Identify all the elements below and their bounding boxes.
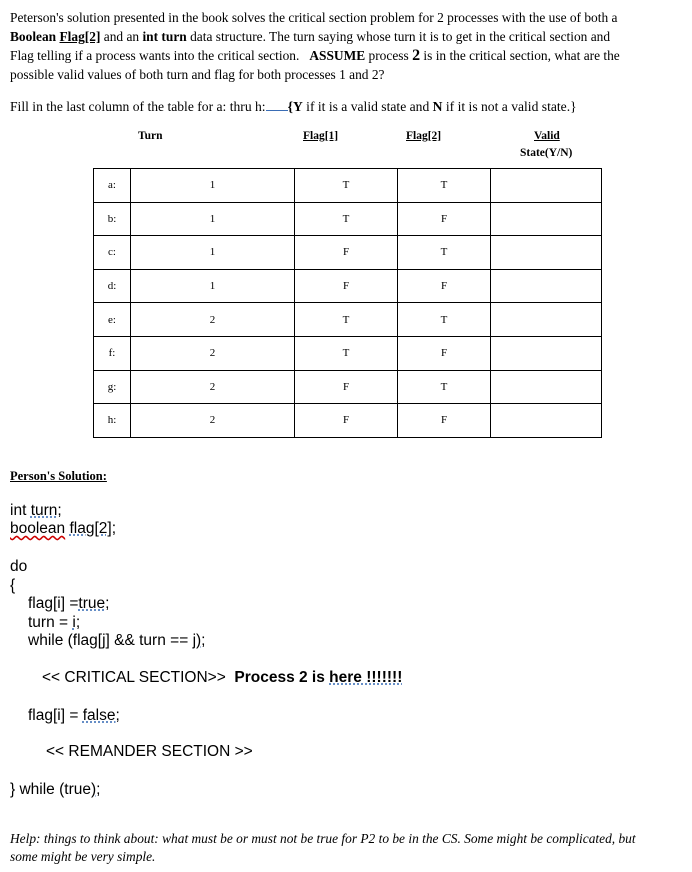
code-line-while xyxy=(28,632,205,650)
flag2-cell: T xyxy=(398,303,491,337)
col-header-flag1: Flag[1] xyxy=(303,130,339,142)
code-flag-array: flag[2] xyxy=(69,520,112,537)
fill-text-4: if it is not a valid state.} xyxy=(442,99,577,114)
code-false: false; xyxy=(82,707,120,724)
row-label: f: xyxy=(94,336,131,370)
turn-cell: 1 xyxy=(131,236,295,270)
turn-cell: 1 xyxy=(131,202,295,236)
code-line-critical xyxy=(42,669,402,687)
fill-y: Y xyxy=(292,99,303,114)
fill-text-1: Fill in the last column of the table for a: thru h: xyxy=(10,99,266,114)
intro-line-4: possible valid values of both turn and flag for both processes 1 and 2? xyxy=(10,67,385,82)
code-flag-i-2: flag[i] = xyxy=(28,707,83,724)
code-line-open-brace: { xyxy=(10,577,16,594)
row-label: c: xyxy=(94,236,131,270)
valid-state-cell[interactable] xyxy=(491,336,602,370)
flag1-cell: T xyxy=(295,202,398,236)
col-header-valid: Valid xyxy=(534,130,560,142)
problem-statement xyxy=(10,8,688,84)
intro-line-3-rest: is in the critical section, what are the xyxy=(423,48,620,63)
intro-line-3 xyxy=(10,46,688,65)
code-line-flag-false xyxy=(28,707,120,725)
code-int: int xyxy=(10,502,31,519)
turn-cell: 1 xyxy=(131,169,295,203)
code-turn-assign: turn = xyxy=(28,614,73,631)
flag1-cell: F xyxy=(295,269,398,303)
code-line-end-while xyxy=(10,781,100,799)
code-line-remainder: << REMANDER SECTION >> xyxy=(46,743,253,760)
intro-line-1: Peterson's solution presented in the book solves the critical section problem for 2 processes with the use of both a xyxy=(10,10,618,25)
row-label: g: xyxy=(94,370,131,404)
table-row xyxy=(94,404,602,438)
flag2-cell: F xyxy=(398,336,491,370)
table-row xyxy=(94,202,602,236)
code-semicolon: ; xyxy=(111,520,117,537)
flag1-cell: F xyxy=(295,370,398,404)
flag2-cell: T xyxy=(398,370,491,404)
table-row xyxy=(94,303,602,337)
row-label: h: xyxy=(94,404,131,438)
code-while: while (flag[j] && turn == xyxy=(28,632,193,649)
intro-process-2: 2 xyxy=(412,47,421,64)
intro-line-2-rest: data structure. The turn saying whose turn it is to get in the critical section and xyxy=(190,29,611,44)
flag2-cell: T xyxy=(398,236,491,270)
flag1-cell: F xyxy=(295,236,398,270)
fill-brace: { xyxy=(287,99,293,114)
code-turn: turn; xyxy=(30,502,62,519)
valid-state-cell[interactable] xyxy=(491,169,602,203)
code-here: here !!!!!!! xyxy=(329,669,403,686)
table-row xyxy=(94,169,602,203)
intro-line-2 xyxy=(10,27,688,46)
flag2-cell: F xyxy=(398,269,491,303)
turn-cell: 1 xyxy=(131,269,295,303)
flag2-cell: F xyxy=(398,404,491,438)
intro-boolean: Boolean xyxy=(10,29,57,44)
code-line-int-turn xyxy=(10,502,62,520)
flag2-cell: T xyxy=(398,169,491,203)
row-label: d: xyxy=(94,269,131,303)
col-header-valid-state: State(Y/N) xyxy=(520,147,573,159)
turn-cell: 2 xyxy=(131,303,295,337)
col-header-flag2: Flag[2] xyxy=(406,130,442,142)
intro-flag2: Flag[2] xyxy=(59,29,101,44)
code-line-turn-i xyxy=(28,614,80,632)
valid-state-cell[interactable] xyxy=(491,404,602,438)
valid-state-cell[interactable] xyxy=(491,236,602,270)
turn-cell: 2 xyxy=(131,404,295,438)
flag2-cell: F xyxy=(398,202,491,236)
code-critical-section: << CRITICAL SECTION>> xyxy=(42,669,235,686)
code-while-true: } while (true xyxy=(10,781,91,798)
valid-state-cell[interactable] xyxy=(491,269,602,303)
code-j: j); xyxy=(192,632,206,649)
fill-text-3: if it is a valid state and xyxy=(302,99,433,114)
code-process-2: Process 2 is xyxy=(234,669,330,686)
fill-blank xyxy=(266,98,288,111)
intro-process: process xyxy=(368,48,409,63)
turn-cell: 2 xyxy=(131,336,295,370)
valid-state-cell[interactable] xyxy=(491,202,602,236)
intro-assume: ASSUME xyxy=(309,48,366,63)
table-row xyxy=(94,336,602,370)
solution-heading: Person's Solution: xyxy=(10,469,107,483)
table-row xyxy=(94,236,602,270)
valid-state-cell[interactable] xyxy=(491,370,602,404)
fill-instruction xyxy=(10,98,577,115)
table-row xyxy=(94,370,602,404)
code-line-flag-true xyxy=(28,595,109,613)
intro-int-turn: int turn xyxy=(142,29,187,44)
state-table xyxy=(93,168,602,438)
flag1-cell: T xyxy=(295,336,398,370)
row-label: e: xyxy=(94,303,131,337)
turn-cell: 2 xyxy=(131,370,295,404)
intro-flag-telling: Flag telling if a process wants into the critical section. xyxy=(10,48,300,63)
intro-and: and an xyxy=(103,29,140,44)
flag1-cell: T xyxy=(295,303,398,337)
table-row xyxy=(94,269,602,303)
col-header-turn: Turn xyxy=(138,130,163,142)
flag1-cell: F xyxy=(295,404,398,438)
code-flag-i: flag[i] = xyxy=(28,595,79,612)
valid-state-cell[interactable] xyxy=(491,303,602,337)
code-line-boolean xyxy=(10,520,116,538)
help-note: Help: things to think about: what must be or must not be true for P2 to be in the CS. Some might be complicated, but some might be very simple. xyxy=(10,831,636,864)
code-i: i; xyxy=(72,614,81,631)
flag1-cell: T xyxy=(295,169,398,203)
code-true: true; xyxy=(78,595,110,612)
row-label: b: xyxy=(94,202,131,236)
code-boolean: boolean xyxy=(10,520,66,537)
code-end: ); xyxy=(90,781,101,798)
code-line-do: do xyxy=(10,558,28,575)
row-label: a: xyxy=(94,169,131,203)
fill-n: N xyxy=(432,99,443,114)
